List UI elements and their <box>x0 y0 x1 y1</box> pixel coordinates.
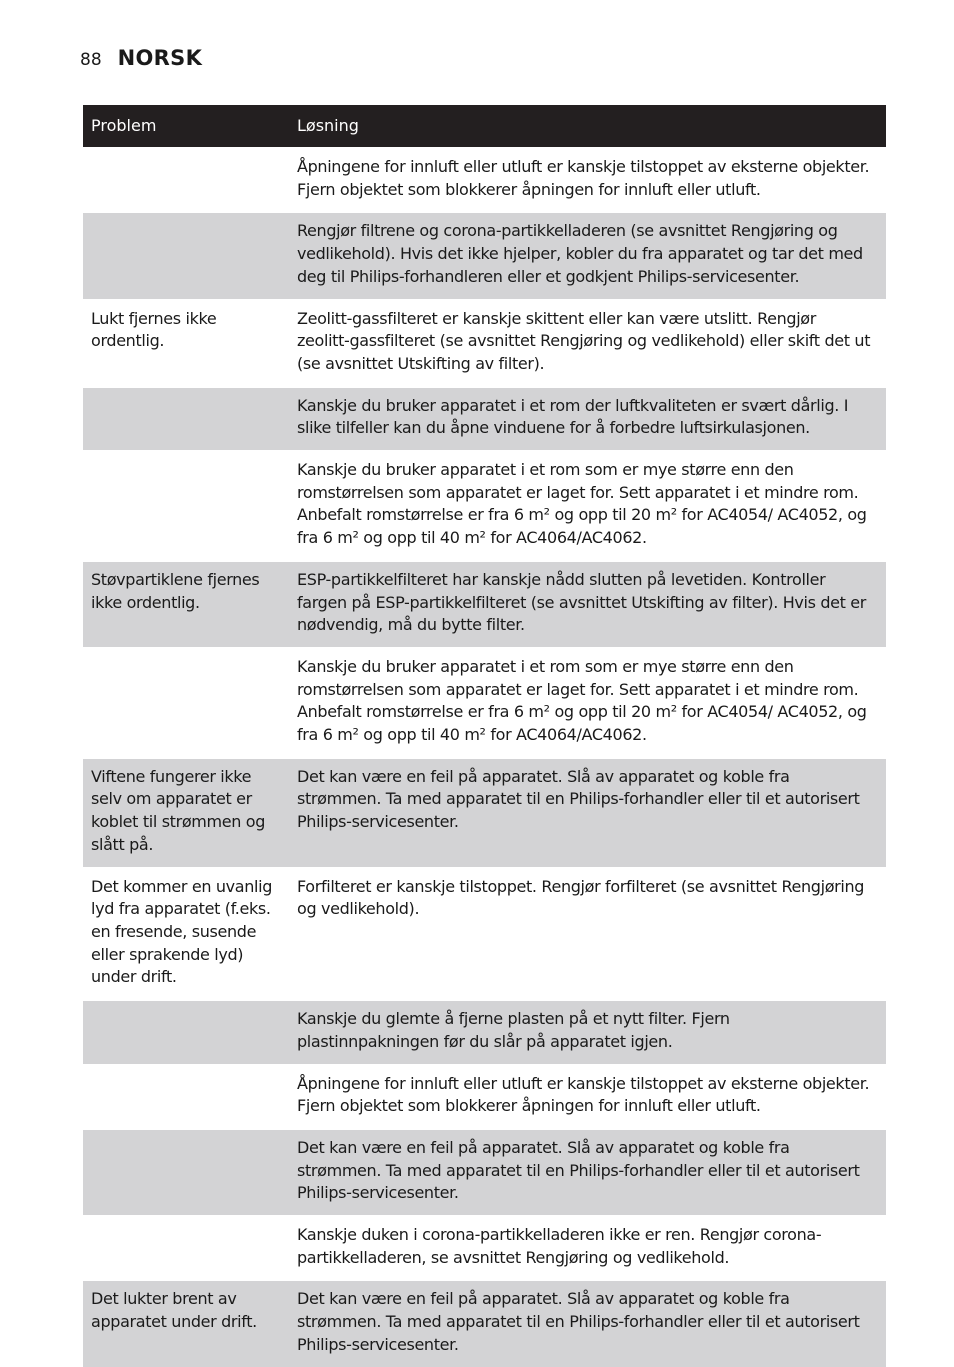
table-row <box>83 1065 886 1129</box>
problem-cell <box>83 1216 289 1280</box>
table-row <box>83 758 886 868</box>
solution-cell: Kanskje du bruker apparatet i et rom som er mye større enn den romstørrelsen som apparatet er laget for. Sett apparatet i et mindre rom. Anbefalt romstørrelse er fra 6 m² og opp til 20 m² for AC4054/ AC4052, og fra 6 m² og opp til 40 m² for AC4064/AC4062. <box>289 451 886 561</box>
table-row <box>83 148 886 212</box>
problem-cell: Det kommer en uvanlig lyd fra apparatet (f.eks. en fresende, susende eller sprakende lyd) under drift. <box>83 868 289 1001</box>
solution-cell: Kanskje duken i corona-partikkelladeren ikke er ren. Rengjør corona-partikkelladeren, se avsnittet Rengjøring og vedlikehold. <box>289 1216 886 1280</box>
problem-cell <box>83 387 289 451</box>
problem-cell <box>83 648 289 758</box>
table-row <box>83 1216 886 1280</box>
problem-cell <box>83 212 289 299</box>
page-number: 88 <box>80 50 102 70</box>
problem-cell: Støvpartiklene fjernes ikke ordentlig. <box>83 561 289 648</box>
solution-cell: Kanskje du bruker apparatet i et rom der luftkvaliteten er svært dårlig. I slike tilfeller kan du åpne vinduene for å forbedre luftsirkulasjonen. <box>289 387 886 451</box>
solution-cell: Zeolitt-gassfilteret er kanskje skittent eller kan være utslitt. Rengjør zeolitt-gassfilteret (se avsnittet Rengjøring og vedlikehold) eller skift det ut (se avsnittet Utskifting av filter). <box>289 300 886 387</box>
solution-cell: ESP-partikkelfilteret har kanskje nådd slutten på levetiden. Kontroller fargen på ESP-partikkelfilteret (se avsnittet Utskifting av filter). Hvis det er nødvendig, må du bytte filter. <box>289 561 886 648</box>
solution-cell: Åpningene for innluft eller utluft er kanskje tilstoppet av eksterne objekter. Fjern objektet som blokkerer åpningen for innluft eller utluft. <box>289 148 886 212</box>
table-row <box>83 300 886 387</box>
solution-cell: Det kan være en feil på apparatet. Slå av apparatet og koble fra strømmen. Ta med apparatet til en Philips-forhandler eller til et autorisert Philips-servicesenter. <box>289 1280 886 1366</box>
table-row <box>83 1000 886 1064</box>
solution-cell: Det kan være en feil på apparatet. Slå av apparatet og koble fra strømmen. Ta med apparatet til en Philips-forhandler eller til et autorisert Philips-servicesenter. <box>289 1129 886 1216</box>
problem-cell <box>83 148 289 212</box>
section-title: NORSK <box>117 46 203 70</box>
solution-column-header: Løsning <box>289 105 886 148</box>
solution-cell: Åpningene for innluft eller utluft er kanskje tilstoppet av eksterne objekter. Fjern objektet som blokkerer åpningen for innluft eller utluft. <box>289 1065 886 1129</box>
problem-cell: Det lukter brent av apparatet under drift. <box>83 1280 289 1366</box>
solution-cell: Rengjør filtrene og corona-partikkelladeren (se avsnittet Rengjøring og vedlikehold). Hvis det ikke hjelper, kobler du fra apparatet og tar det med deg til Philips-forhandleren eller et godkjent Philips-servicesenter. <box>289 212 886 299</box>
problem-cell <box>83 1065 289 1129</box>
solution-cell: Kanskje du glemte å fjerne plasten på et nytt filter. Fjern plastinnpakningen før du slår på apparatet igjen. <box>289 1000 886 1064</box>
problem-cell: Viftene fungerer ikke selv om apparatet er koblet til strømmen og slått på. <box>83 758 289 868</box>
table-row <box>83 561 886 648</box>
table-header-row <box>83 105 886 148</box>
table-row <box>83 1129 886 1216</box>
troubleshooting-table <box>83 105 886 1367</box>
solution-cell: Kanskje du bruker apparatet i et rom som er mye større enn den romstørrelsen som apparatet er laget for. Sett apparatet i et mindre rom. Anbefalt romstørrelse er fra 6 m² og opp til 20 m² for AC4054/ AC4052, og fra 6 m² og opp til 40 m² for AC4064/AC4062. <box>289 648 886 758</box>
problem-cell <box>83 1129 289 1216</box>
problem-column-header: Problem <box>83 105 289 148</box>
table-row <box>83 387 886 451</box>
problem-cell <box>83 451 289 561</box>
solution-cell: Forfilteret er kanskje tilstoppet. Rengjør forfilteret (se avsnittet Rengjøring og vedlikehold). <box>289 868 886 1001</box>
problem-cell: Lukt fjernes ikke ordentlig. <box>83 300 289 387</box>
table-row <box>83 868 886 1001</box>
table-row <box>83 648 886 758</box>
table-row <box>83 212 886 299</box>
solution-cell: Det kan være en feil på apparatet. Slå av apparatet og koble fra strømmen. Ta med apparatet til en Philips-forhandler eller til et autorisert Philips-servicesenter. <box>289 758 886 868</box>
table-row <box>83 451 886 561</box>
page-header <box>80 46 202 70</box>
problem-cell <box>83 1000 289 1064</box>
